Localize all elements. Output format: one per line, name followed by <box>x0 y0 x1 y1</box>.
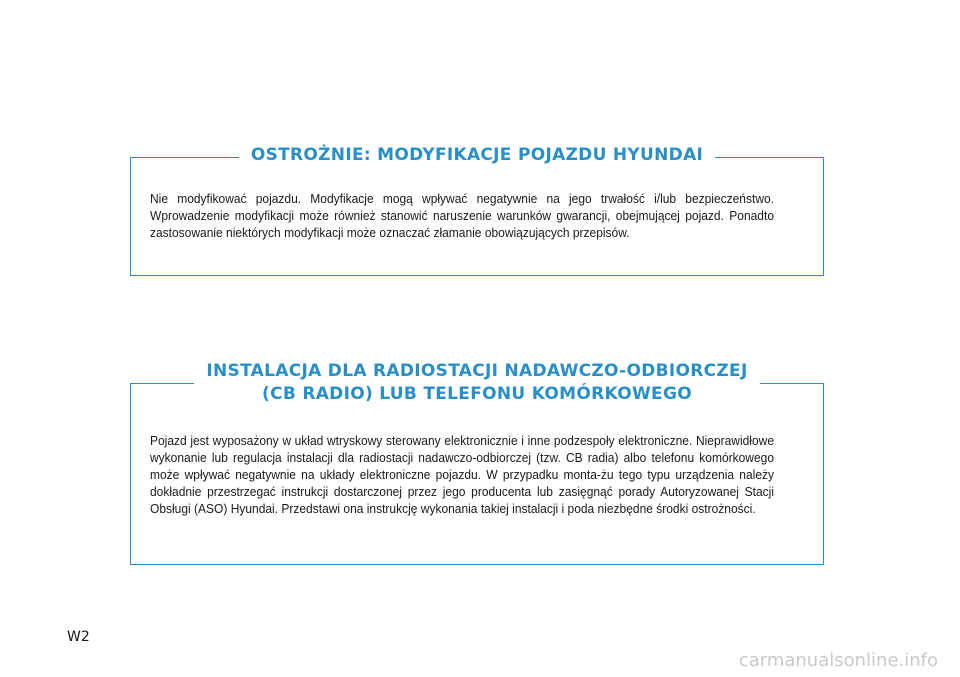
radio-heading-line1: INSTALACJA DLA RADIOSTACJI NADAWCZO-ODBIORCZEJ <box>206 361 748 381</box>
radio-text: Pojazd jest wyposażony w układ wtryskowy sterowany elektronicznie i inne podzespoły elektroniczne. Nieprawidłowe wykonanie lub regulacja instalacji dla radiostacji nadawczo-odbiorczej (tzw. CB radia) albo telefonu komórkowego może wpływać negatywnie na układy elektroniczne pojazdu. W przypadku monta-żu tego typu urządzenia należy dokładnie przestrzegać instrukcji dostarczonej przez jego producenta lub zasięgnąć porady Autoryzowanej Stacji Obsługi (ASO) Hyundai. Przedstawi ona instrukcję wykonania takiej instalacji i poda niezbędne środki ostrożności. <box>150 434 774 516</box>
caution-text: Nie modyfikować pojazdu. Modyfikacje mogą wpływać negatywnie na jego trwałość i/lub bezpieczeństwo. Wprowadzenie modyfikacji może również stanowić naruszenie warunków gwarancji, obejmującej pojazd. Ponadto zastosowanie niektórych modyfikacji może oznaczać złamanie obowiązujących przepisów. <box>150 192 774 240</box>
caution-heading <box>131 144 823 167</box>
radio-installation-box <box>130 361 824 565</box>
radio-heading <box>131 360 823 406</box>
radio-heading-line2: (CB RADIO) LUB TELEFONU KOMÓRKOWEGO <box>262 384 692 404</box>
caution-box <box>130 145 824 276</box>
caution-heading-text: OSTROŻNIE: MODYFIKACJE POJAZDU HYUNDAI <box>239 144 715 167</box>
radio-heading-text <box>194 360 759 406</box>
page-number: W2 <box>67 629 90 645</box>
watermark: carmanualsonline.info <box>738 650 938 671</box>
